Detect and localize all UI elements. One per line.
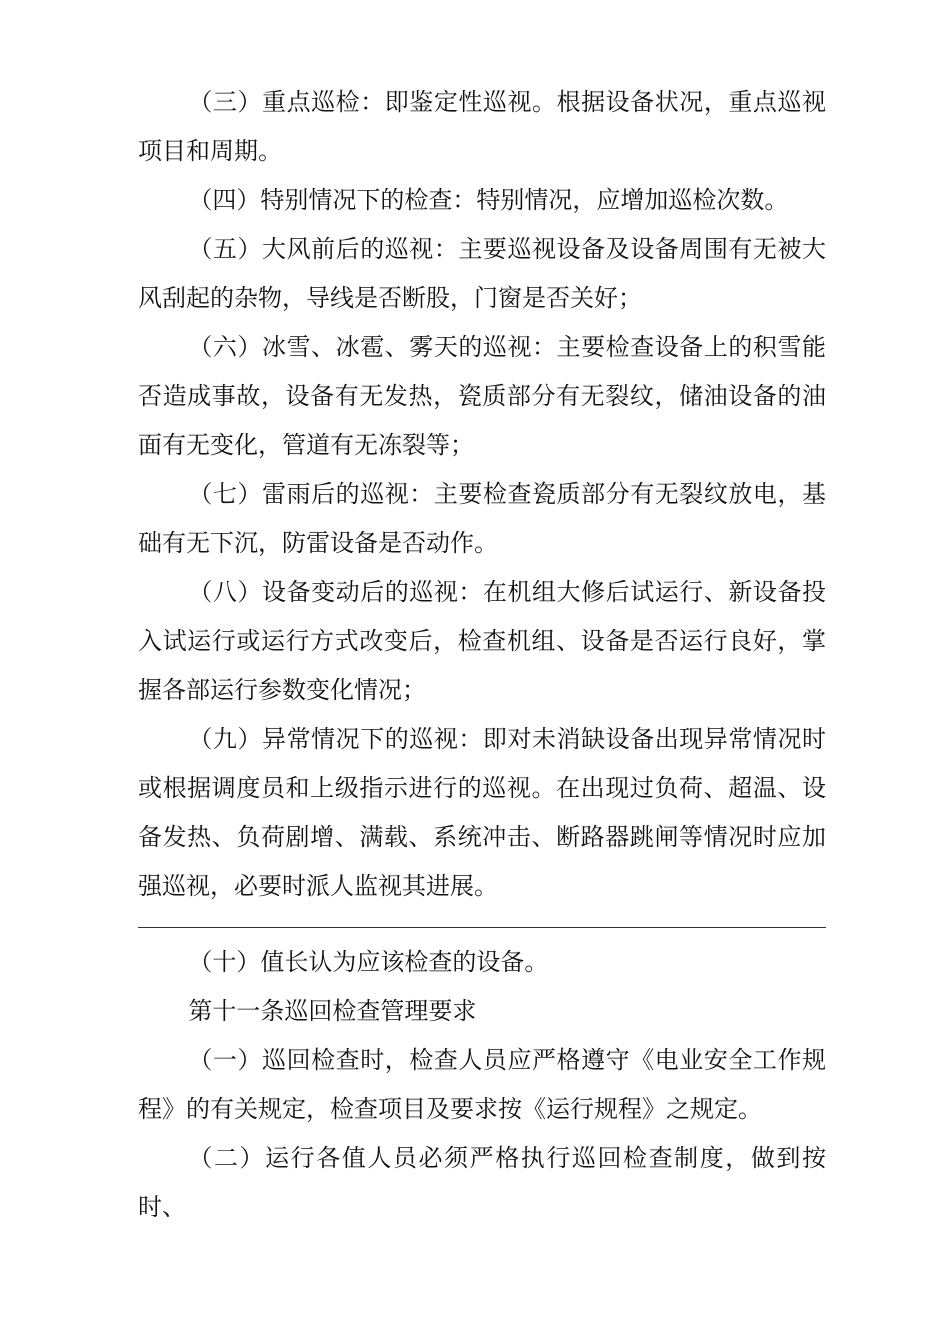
paragraph-item-7: （七）雷雨后的巡视：主要检查瓷质部分有无裂纹放电，基础有无下沉，防雷设备是否动作。 — [138, 480, 826, 557]
paragraph-item-3: （三）重点巡检：即鉴定性巡视。根据设备状况，重点巡视项目和周期。 — [138, 88, 826, 165]
requirement-item-1: （一）巡回检查时，检查人员应严格遵守《电业安全工作规程》的有关规定，检查项目及要求按《运行规程》之规定。 — [138, 1046, 826, 1123]
requirement-item-2: （二）运行各值人员必须严格执行巡回检查制度，做到按时、 — [138, 1144, 826, 1221]
document-body — [138, 78, 826, 1232]
paragraph-item-6: （六）冰雪、冰雹、雾天的巡视：主要检查设备上的积雪能否造成事故，设备有无发热，瓷质部分有无裂纹，储油设备的油面有无变化，管道有无冻裂等； — [138, 333, 826, 459]
paragraph-item-10: （十）值长认为应该检查的设备。 — [188, 948, 549, 976]
paragraph-item-4: （四）特别情况下的检查：特别情况，应增加巡检次数。 — [188, 186, 789, 214]
horizontal-rule — [138, 927, 826, 928]
paragraph-item-5: （五）大风前后的巡视：主要巡视设备及设备周围有无被大风刮起的杂物，导线是否断股，门窗是否关好； — [138, 235, 826, 312]
paragraph-item-8: （八）设备变动后的巡视：在机组大修后试运行、新设备投入试运行或运行方式改变后，检查机组、设备是否运行良好，掌握各部运行参数变化情况； — [138, 578, 826, 704]
article-heading: 第十一条巡回检查管理要求 — [188, 997, 477, 1025]
paragraph-item-9: （九）异常情况下的巡视：即对未消缺设备出现异常情况时或根据调度员和上级指示进行的巡视。在出现过负荷、超温、设备发热、负荷剧增、满载、系统冲击、断路器跳闸等情况时应加强巡视，必要时派人监视其进展。 — [138, 725, 826, 900]
